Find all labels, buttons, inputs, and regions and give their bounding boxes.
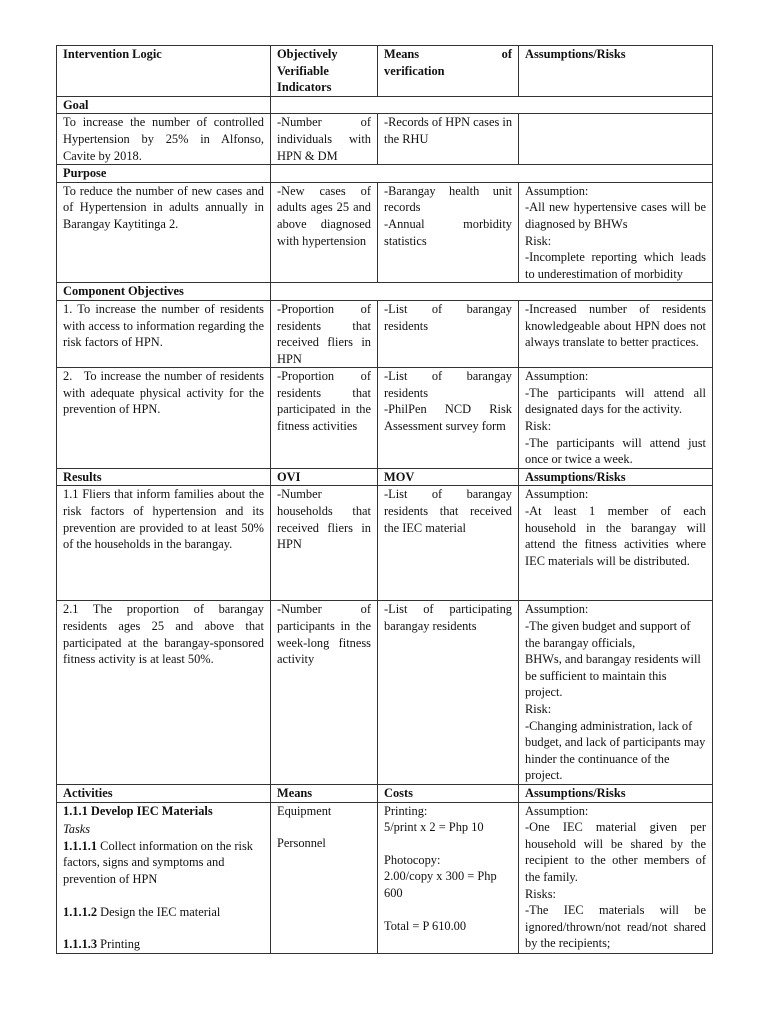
objective-2-mov-line: -PhilPen NCD Risk Assessment survey form [384, 402, 512, 434]
objective-2-assumption-line: Assumption: [525, 369, 589, 384]
section-goal-label: Goal [57, 96, 271, 114]
activity-1-logic [57, 802, 271, 953]
task-text: Printing [97, 937, 141, 952]
purpose-mov-line: -Barangay health unit records [384, 183, 512, 215]
result-2-assumptions [519, 601, 713, 785]
task-item [63, 936, 264, 953]
section-purpose-label: Purpose [57, 165, 271, 183]
result-1-mov: -List of barangay residents that received the IEC material [378, 486, 519, 601]
objective-2-mov [378, 368, 519, 469]
logframe-table [56, 45, 713, 954]
purpose-assumption-line: -Incomplete reporting which leads to underestimation of morbidity [525, 250, 706, 281]
cost-printing-calc: 5/print x 2 = Php 10 [384, 820, 484, 835]
goal-logic: To increase the number of controlled Hypertension by 25% in Alfonso, Cavite by 2018. [57, 114, 271, 165]
section-row-purpose [57, 165, 713, 183]
header-mov-word-3: verification [384, 63, 445, 78]
goal-assumptions [519, 114, 713, 165]
result-2-ovi: -Number of participants in the week-long fitness activity [271, 601, 378, 785]
activity-assumption-line: -The IEC materials will be ignored/thrown/not read/not shared by the recipients; [525, 903, 706, 951]
section-row-component-objectives [57, 283, 713, 301]
activity-1-means [271, 802, 378, 953]
objective-2-assumptions [519, 368, 713, 469]
results-header-col4: Assumptions/Risks [519, 468, 713, 486]
tasks-label: Tasks [63, 822, 91, 837]
table-header-row [57, 46, 713, 97]
goal-ovi: -Number of individuals with HPN & DM [271, 114, 378, 165]
result-2-logic: 2.1 The proportion of barangay residents ages 25 and above that participated at the barangay-sponsored fitness activity is at least 50%. [57, 601, 271, 785]
section-component-objectives-label: Component Objectives [57, 283, 271, 301]
purpose-assumption-line: Assumption: [525, 183, 589, 198]
table-row-result-1 [57, 486, 713, 601]
section-row-goal [57, 96, 713, 114]
activity-assumption-line: Risks: [525, 886, 556, 901]
purpose-assumption-line: Risk: [525, 233, 552, 248]
activity-1-costs [378, 802, 519, 953]
means-item: Personnel [277, 836, 326, 851]
purpose-mov-line: -Annual morbidity statistics [384, 216, 512, 248]
table-row-goal [57, 114, 713, 165]
objective-2-assumption-line: -The participants will attend all designated days for the activity. [525, 385, 706, 417]
task-number: 1.1.1.3 [63, 937, 98, 952]
header-means-of-verification [378, 46, 519, 97]
result-2-assumption-line: -The given budget and support of the barangay officials, [525, 619, 691, 650]
table-row-activity-1 [57, 802, 713, 953]
result-1-assumptions [519, 486, 713, 601]
result-2-assumption-line: BHWs, and barangay residents will be sufficient to maintain this project. [525, 652, 701, 700]
header-mov-word-2: of [501, 47, 512, 61]
result-1-logic: 1.1 Fliers that inform families about the risk factors of hypertension and its prevention are provided to at least 50% of the households in the barangay. [57, 486, 271, 601]
table-row-objective-2 [57, 368, 713, 469]
objective-1-logic: 1. To increase the number of residents with access to information regarding the risk factors of HPN. [57, 300, 271, 367]
objective-1-mov-line: -List of barangay residents [384, 301, 512, 333]
activities-header-col3: Costs [378, 784, 519, 802]
result-1-assumption-line: Assumption: [525, 487, 589, 502]
results-header-col2: OVI [271, 468, 378, 486]
result-2-assumption-line: -Changing administration, lack of budget, and lack of participants may hinder the continuance of the project. [525, 718, 706, 783]
result-1-assumption-line: -At least 1 member of each household in the barangay will attend the fitness activities where IEC materials will be distributed. [525, 504, 706, 568]
activities-header-row [57, 784, 713, 802]
result-2-assumption-line: Risk: [525, 702, 552, 716]
header-mov-word-1: Means [384, 47, 420, 61]
header-assumptions-risks: Assumptions/Risks [519, 46, 713, 97]
purpose-logic: To reduce the number of new cases and of Hypertension in adults annually in Barangay Kaytitinga 2. [57, 182, 271, 283]
goal-mov: -Records of HPN cases in the RHU [378, 114, 519, 165]
cost-photocopy-calc: 2.00/copy x 300 = Php 600 [384, 869, 497, 900]
result-2-assumption-line: Assumption: [525, 602, 589, 617]
objective-1-assumption-line: -Increased number of residents knowledgeable about HPN does not always translate to better practices. [525, 301, 706, 350]
cost-total: Total = P 610.00 [384, 918, 467, 933]
task-number: 1.1.1.2 [63, 904, 98, 919]
objective-1-ovi: -Proportion of residents that received fliers in HPN [271, 300, 378, 367]
results-header-col3: MOV [378, 468, 519, 486]
result-1-ovi: -Number households that received fliers in HPN [271, 486, 378, 601]
table-row-purpose [57, 182, 713, 283]
activity-assumption-line: -One IEC material given per household will be shared by the recipient to the other members of the family. [525, 820, 706, 884]
task-text: Collect information on the risk factors, signs and symptoms and prevention of HPN [63, 838, 253, 886]
objective-2-logic: 2. To increase the number of residents with adequate physical activity for the prevention of HPN. [57, 368, 271, 469]
table-row-objective-1 [57, 300, 713, 367]
objective-2-mov-line: -List of barangay residents [384, 369, 512, 400]
purpose-mov [378, 182, 519, 283]
means-item: Equipment [277, 803, 332, 818]
purpose-assumptions [519, 182, 713, 283]
objective-2-assumption-line: -The participants will attend just once or twice a week. [525, 435, 706, 467]
task-item [63, 904, 264, 921]
activities-header-col2: Means [271, 784, 378, 802]
objective-2-ovi: -Proportion of residents that participated in the fitness activities [271, 368, 378, 469]
purpose-assumption-line: -All new hypertensive cases will be diagnosed by BHWs [525, 200, 706, 231]
activity-title: 1.1.1 Develop IEC Materials [63, 803, 213, 818]
results-header-col1: Results [57, 468, 271, 486]
activity-assumption-line: Assumption: [525, 803, 589, 818]
objective-1-mov [378, 300, 519, 367]
purpose-ovi: -New cases of adults ages 25 and above diagnosed with hypertension [271, 182, 378, 283]
cost-photocopy-label: Photocopy: [384, 852, 441, 867]
header-intervention-logic: Intervention Logic [57, 46, 271, 97]
task-number: 1.1.1.1 [63, 838, 98, 853]
activities-header-col1: Activities [57, 784, 271, 802]
activities-header-col4: Assumptions/Risks [519, 784, 713, 802]
cost-printing-label: Printing: [384, 803, 428, 818]
activity-1-assumptions [519, 802, 713, 953]
objective-1-assumptions [519, 300, 713, 367]
task-item [63, 838, 264, 888]
task-text: Design the IEC material [97, 904, 221, 919]
table-row-result-2 [57, 601, 713, 785]
header-ovi: Objectively Verifiable Indicators [271, 46, 378, 97]
objective-2-assumption-line: Risk: [525, 419, 552, 434]
result-2-mov: -List of participating barangay residents [378, 601, 519, 785]
results-header-row [57, 468, 713, 486]
